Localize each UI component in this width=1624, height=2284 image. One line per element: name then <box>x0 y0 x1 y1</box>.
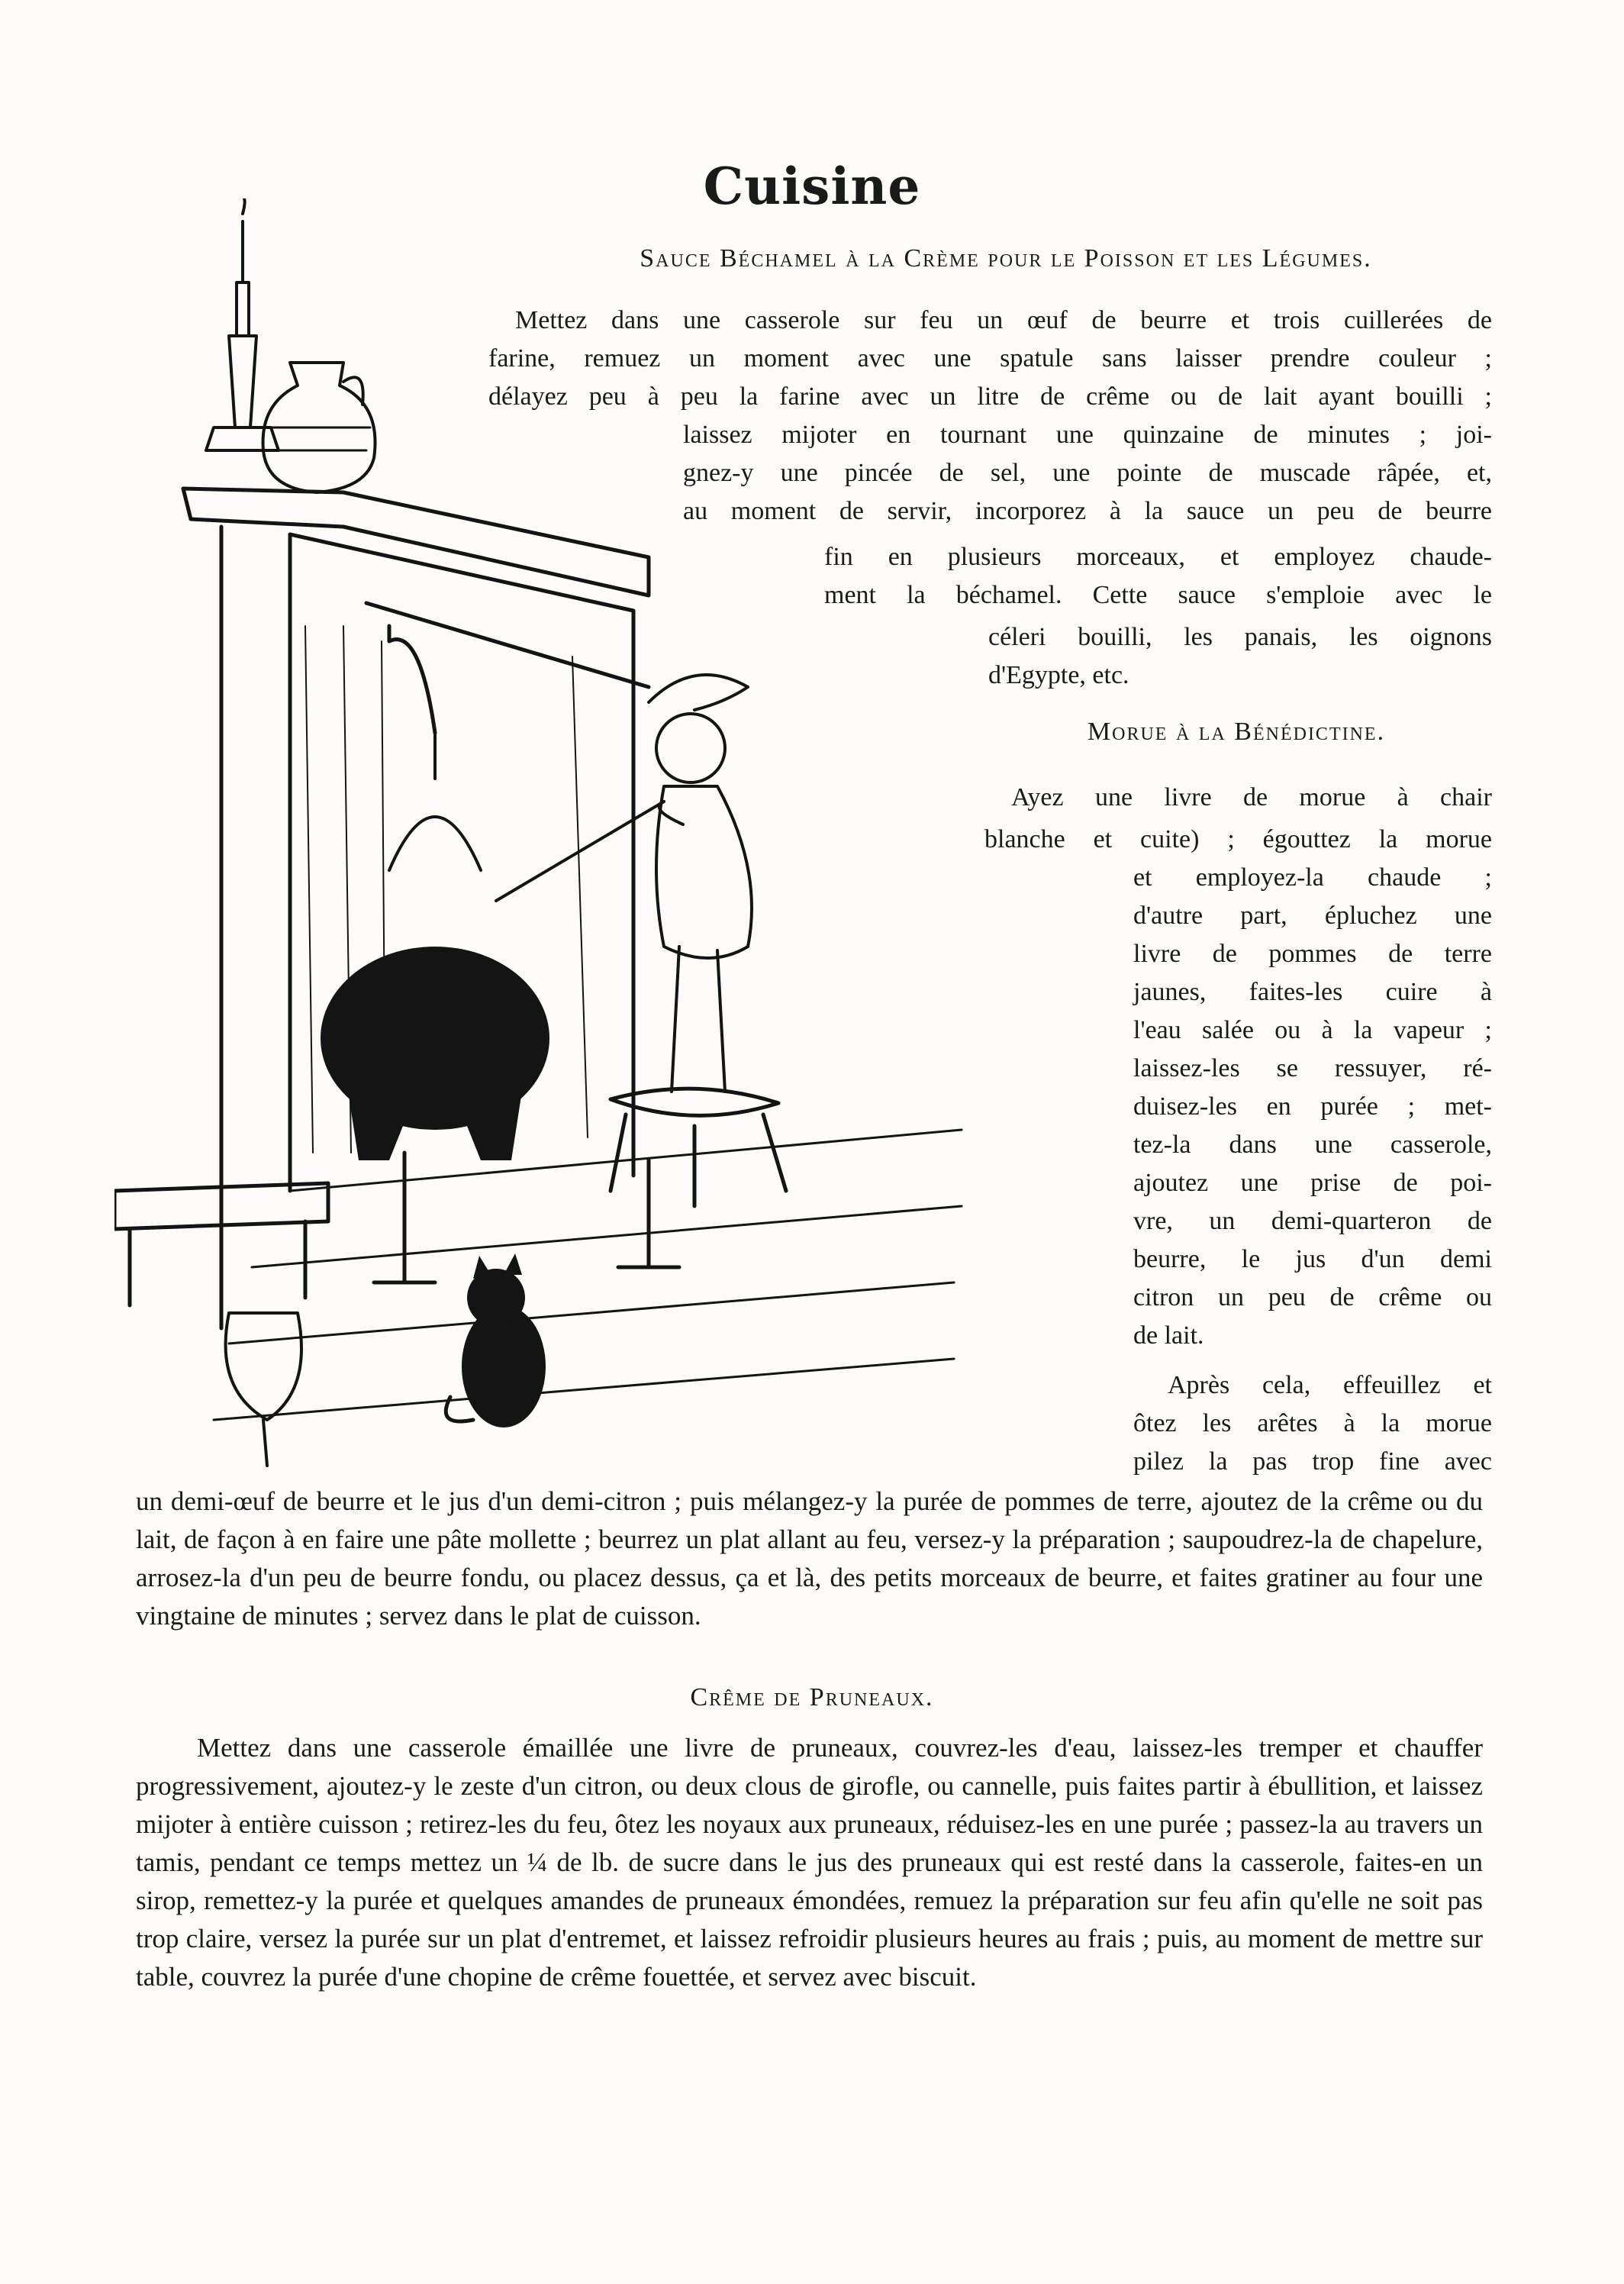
text-line: jaunes, faites-les cuire à <box>1133 978 1492 1006</box>
section-heading-pruneaux: Crême de Pruneaux. <box>690 1683 934 1711</box>
pruneaux-paragraph <box>136 1729 1483 1996</box>
pruneaux-text: Mettez dans une casserole émaillée une livre de pruneaux, couvrez-les d'eau, laissez-les tremper et chauffer progressivement, ajoutez-y le zeste d'un citron, ou deux clous de girofle, ou cannelle, puis faites partir à ébullition, et laissez mijoter à entière cuisson ; retirez-les du feu, ôtez les noyaux aux pruneaux, réduisez-les en une purée ; passez-la au travers un tamis, pendant ce temps mettez un ¼ de lb. de sucre dans le jus des pruneaux qui est resté dans la casserole, faites-en un sirop, remettez-y la purée et quelques amandes de pruneaux émondées, remuez la préparation sur feu afin qu'elle ne soit pas trop claire, versez la purée sur un plat d'entremet, et laissez refroidir plusieurs heures au frais ; puis, au moment de mettre sur table, couvrez la purée d'une chopine de crême fouettée, et servez avec biscuit. <box>136 1733 1483 1992</box>
text-line: farine, remuez un moment avec une spatule sans laisser prendre couleur ; <box>488 344 1492 373</box>
section-heading-bechamel: Sauce Béchamel à la Crème pour le Poisson et les Légumes. <box>640 244 1372 273</box>
text-line: laissez-les se ressuyer, ré- <box>1133 1054 1492 1082</box>
page-title: Cuisine <box>703 156 921 216</box>
text-line: délayez peu à peu la farine avec un litre de crême ou de lait ayant bouilli ; <box>488 382 1492 411</box>
text-line: ment la béchamel. Cette sauce s'emploie avec le <box>824 581 1492 609</box>
text-line: tez-la dans une casserole, <box>1133 1131 1492 1159</box>
text-line: vre, un demi-quarteron de <box>1133 1207 1492 1235</box>
morue-continuation: un demi-œuf de beurre et le jus d'un demi-citron ; puis mélangez-y la purée de pommes de terre, ajoutez de la crême ou du lait, de façon à en faire une pâte mollette ; beurrez un plat allant au feu, versez-y la préparation ; saupoudrez-la de chapelure, arrosez-la d'un peu de beurre fondu, ou placez dessus, ça et là, des petits morceaux de beurre, et faites gratiner au four une vingtaine de minutes ; servez dans le plat de cuisson. <box>136 1486 1483 1631</box>
text-line: Après cela, effeuillez et <box>1168 1371 1492 1399</box>
text-line: pilez la pas trop fine avec <box>1133 1447 1492 1476</box>
text-line: blanche et cuite) ; égouttez la morue <box>984 825 1492 853</box>
text-line: céleri bouilli, les panais, les oignons <box>988 623 1492 651</box>
text-line: d'autre part, épluchez une <box>1133 902 1492 930</box>
text-line: citron un peu de crême ou <box>1133 1283 1492 1311</box>
text-line: duisez-les en purée ; met- <box>1133 1092 1492 1121</box>
text-line: de lait. <box>1133 1321 1204 1350</box>
text-line: laissez mijoter en tournant une quinzaine de minutes ; joi- <box>683 421 1492 449</box>
text-line: ôtez les arêtes à la morue <box>1133 1409 1492 1437</box>
text-line: l'eau salée ou à la vapeur ; <box>1133 1016 1492 1044</box>
text-line: Mettez dans une casserole sur feu un œuf de beurre et trois cuillerées de <box>515 306 1492 334</box>
child-cook-icon <box>649 675 752 1092</box>
text-line: beurre, le jus d'un demi <box>1133 1245 1492 1273</box>
text-line: livre de pommes de terre <box>1133 940 1492 968</box>
text-line: gnez-y une pincée de sel, une pointe de muscade râpée, et, <box>683 459 1492 487</box>
text-line: d'Egypte, etc. <box>988 661 1129 689</box>
text-line: ajoutez une prise de poi- <box>1133 1169 1492 1197</box>
jug-icon <box>263 363 375 492</box>
section-heading-morue: Morue à la Bénédictine. <box>1087 718 1386 746</box>
text-line: fin en plusieurs morceaux, et employez chaude- <box>824 543 1492 571</box>
text-line: au moment de servir, incorporez à la sauce un peu de beurre <box>683 497 1492 525</box>
text-line: et employez-la chaude ; <box>1133 863 1492 892</box>
text-line: Ayez une livre de morue à chair <box>1011 783 1492 811</box>
